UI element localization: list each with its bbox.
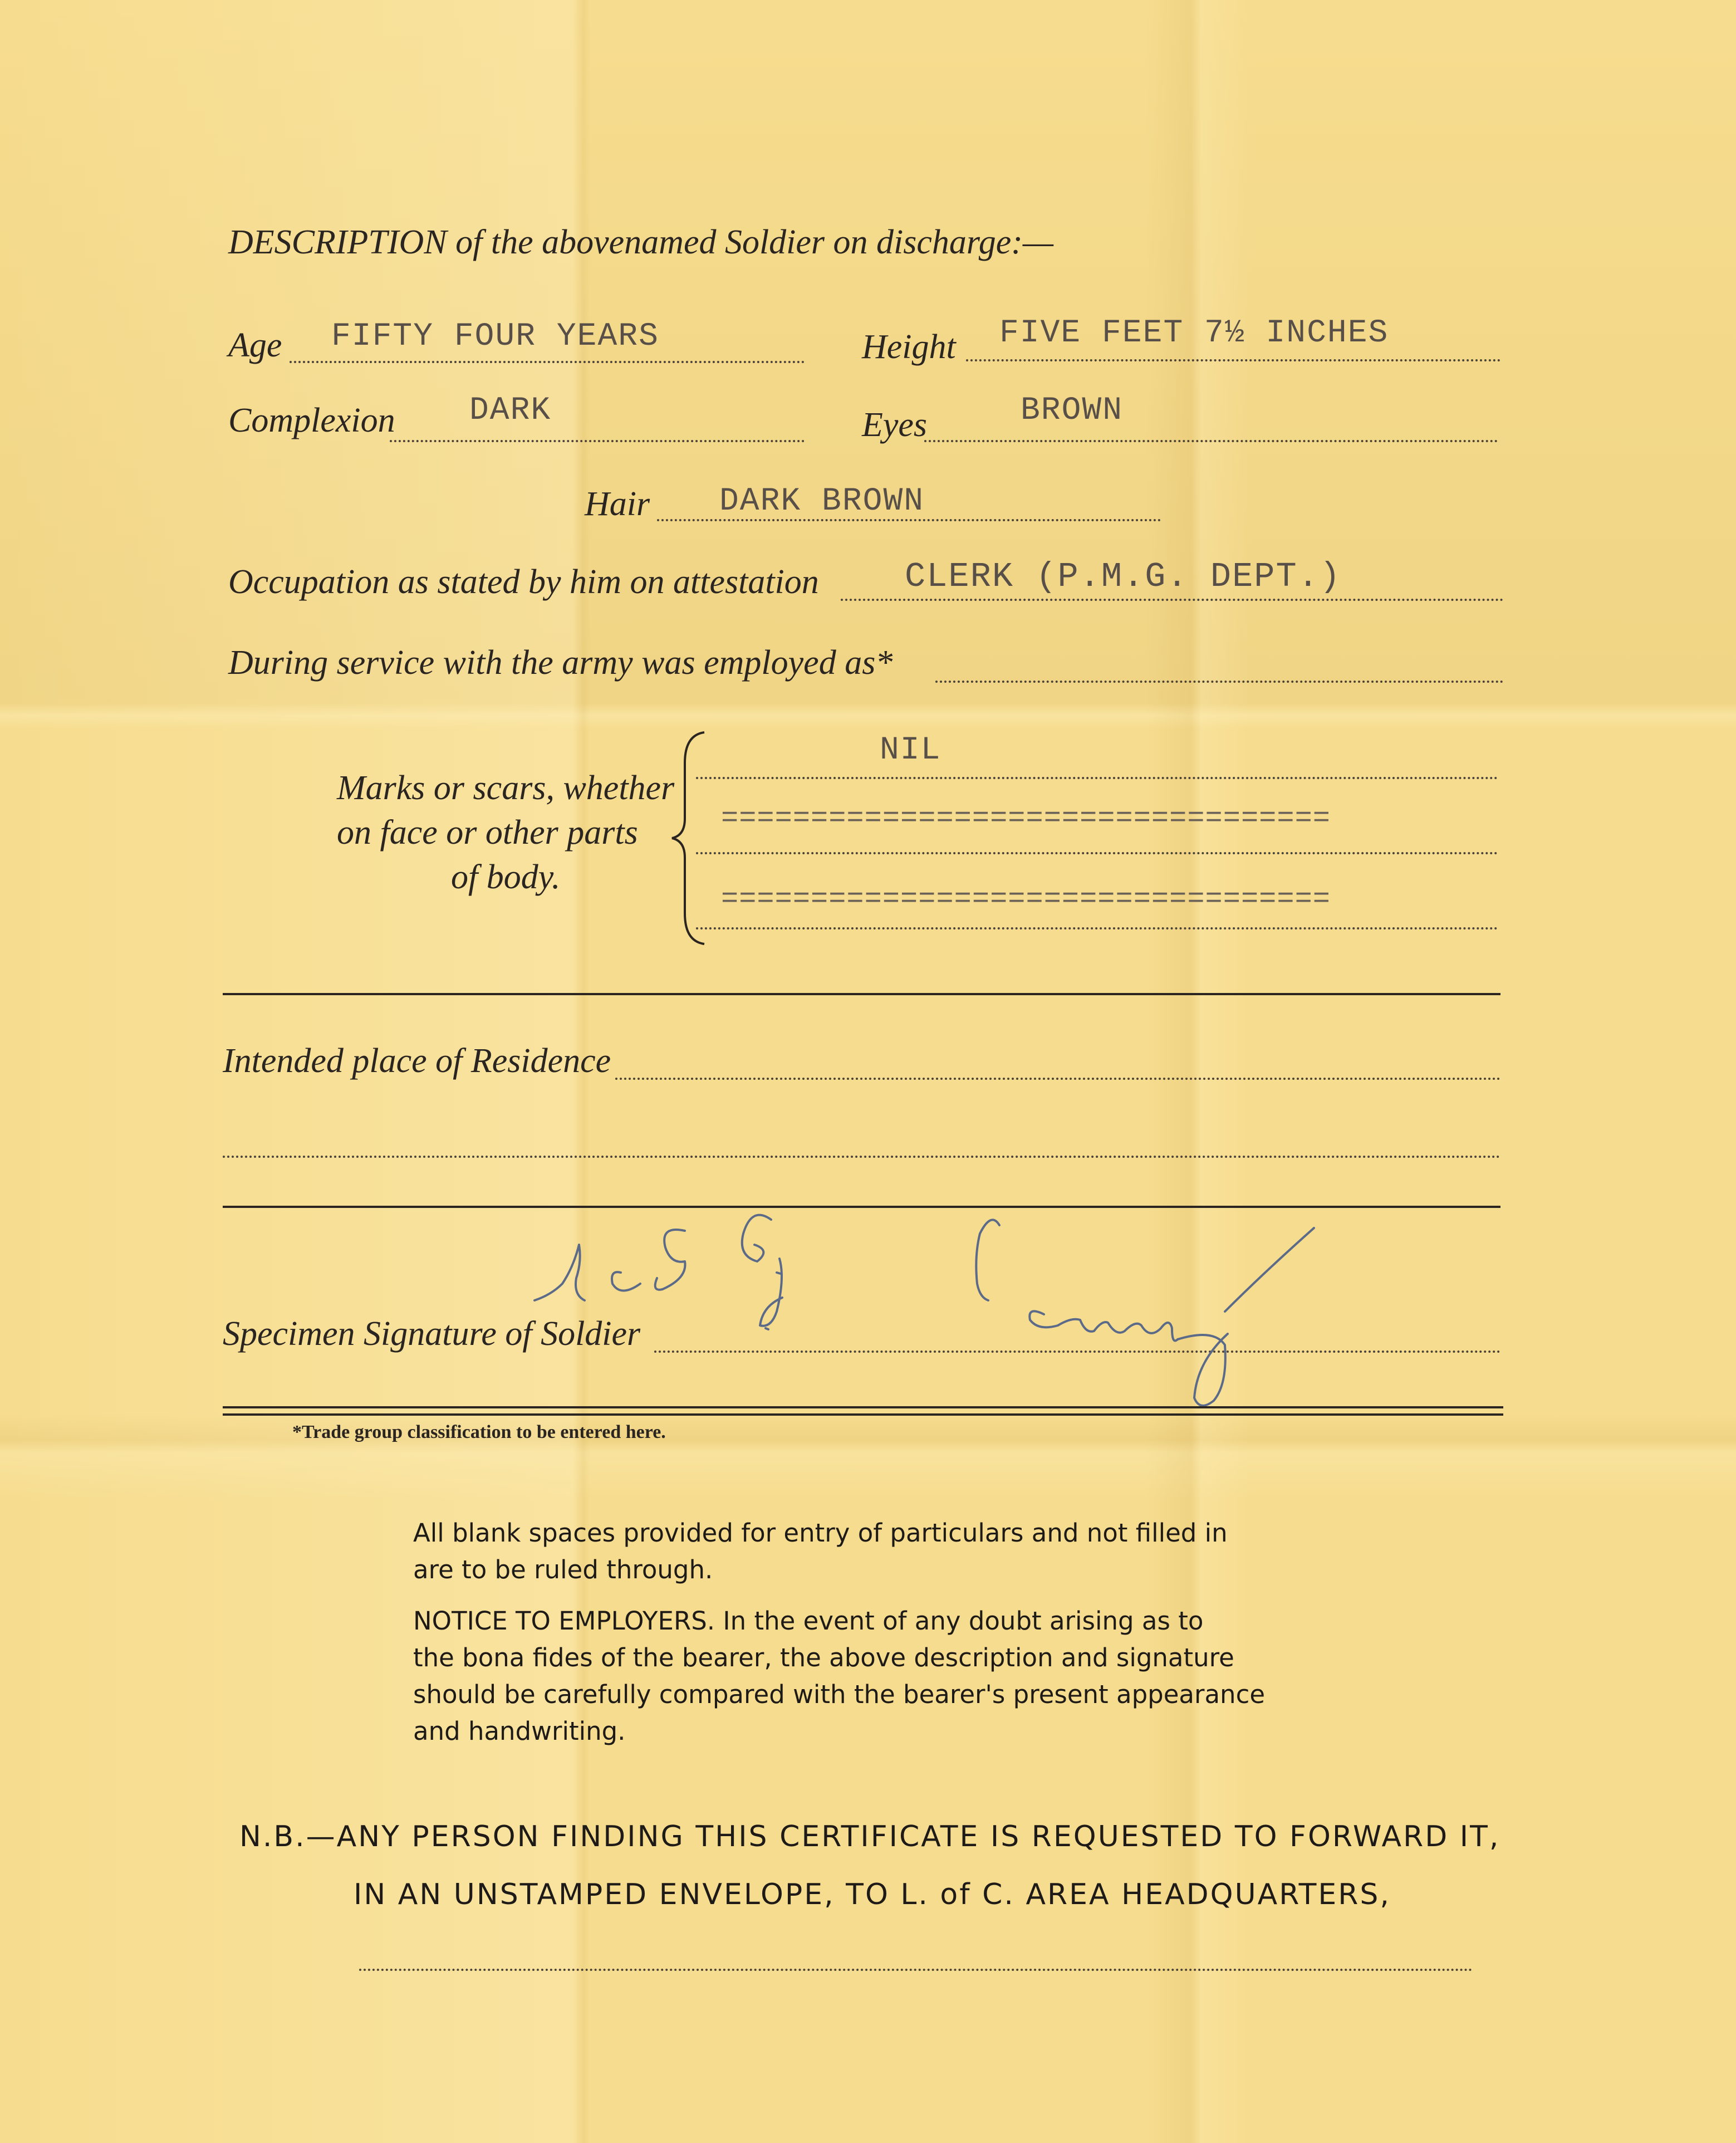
double-rule-top [223, 1406, 1503, 1408]
complexion-label: Complexion [228, 402, 395, 439]
marks-value: NIL [880, 732, 941, 769]
marks-dash-rule-1: ================================== [721, 802, 1331, 835]
eyes-label: Eyes [862, 406, 928, 444]
hair-value: DARK BROWN [719, 483, 925, 520]
height-value: FIVE FEET 7½ INCHES [999, 315, 1389, 351]
notice-p2-line-1: NOTICE TO EMPLOYERS. In the event of any doubt arising as to [413, 1606, 1204, 1636]
occupation-label: Occupation as stated by him on attestation [228, 563, 819, 601]
form-heading [228, 223, 1053, 262]
residence-label: Intended place of Residence [223, 1042, 611, 1080]
heading-rest: of the abovenamed Soldier on discharge:— [455, 223, 1054, 261]
nb-line-1: N.B.—ANY PERSON FINDING THIS CERTIFICATE IS REQUESTED TO FORWARD IT, [239, 1820, 1500, 1853]
notice-paragraph-2 [413, 1603, 1265, 1750]
occupation-value: CLERK (P.M.G. DEPT.) [905, 557, 1342, 596]
eyes-value: BROWN [1021, 393, 1124, 429]
complexion-dotted-line [390, 440, 805, 442]
trade-group-footnote: *Trade group classification to be entered here. [292, 1422, 666, 1442]
notice-p1-line-2: are to be ruled through. [413, 1555, 713, 1584]
marks-label-line-3: of body. [451, 858, 561, 896]
notice-p1-line-1: All blank spaces provided for entry of particulars and not filled in [413, 1518, 1228, 1548]
marks-label-line-1: Marks or scars, whether [337, 769, 675, 807]
residence-dotted-line-1 [615, 1078, 1500, 1080]
notice-p2-line-2: the bona fides of the bearer, the above description and signature [413, 1643, 1234, 1672]
signature-label: Specimen Signature of Soldier [223, 1315, 641, 1353]
marks-label-line-2: on face or other parts [337, 814, 638, 852]
employed-label: During service with the army was employed as* [228, 644, 893, 682]
notice-p2-line-3: should be carefully compared with the bearer's present appearance [413, 1680, 1265, 1709]
separator-rule-1 [223, 993, 1500, 995]
marks-dotted-line-2 [696, 852, 1498, 854]
height-label: Height [862, 328, 956, 366]
heading-description-word: DESCRIPTION [228, 223, 447, 261]
nb-line-2: IN AN UNSTAMPED ENVELOPE, TO L. of C. AREA HEADQUARTERS, [354, 1878, 1391, 1911]
age-value: FIFTY FOUR YEARS [331, 319, 659, 355]
headquarters-dotted-line [359, 1969, 1473, 1971]
notice-paragraph-1 [413, 1515, 1228, 1588]
marks-dotted-line-3 [696, 927, 1498, 929]
occupation-dotted-line [841, 599, 1503, 601]
notice-p2-line-4: and handwriting. [413, 1716, 626, 1746]
marks-dash-rule-2: ================================== [721, 883, 1331, 916]
soldier-signature [523, 1200, 1481, 1412]
age-dotted-line [290, 361, 805, 363]
complexion-value: DARK [469, 393, 552, 429]
marks-dotted-line-1 [696, 777, 1498, 779]
height-dotted-line [966, 359, 1500, 361]
age-label: Age [228, 326, 282, 364]
hair-label: Hair [585, 485, 650, 523]
double-rule-bottom [223, 1413, 1503, 1416]
employed-dotted-line [935, 681, 1503, 683]
marks-brace [665, 730, 715, 947]
residence-dotted-line-2 [223, 1156, 1500, 1158]
eyes-dotted-line [924, 440, 1498, 442]
